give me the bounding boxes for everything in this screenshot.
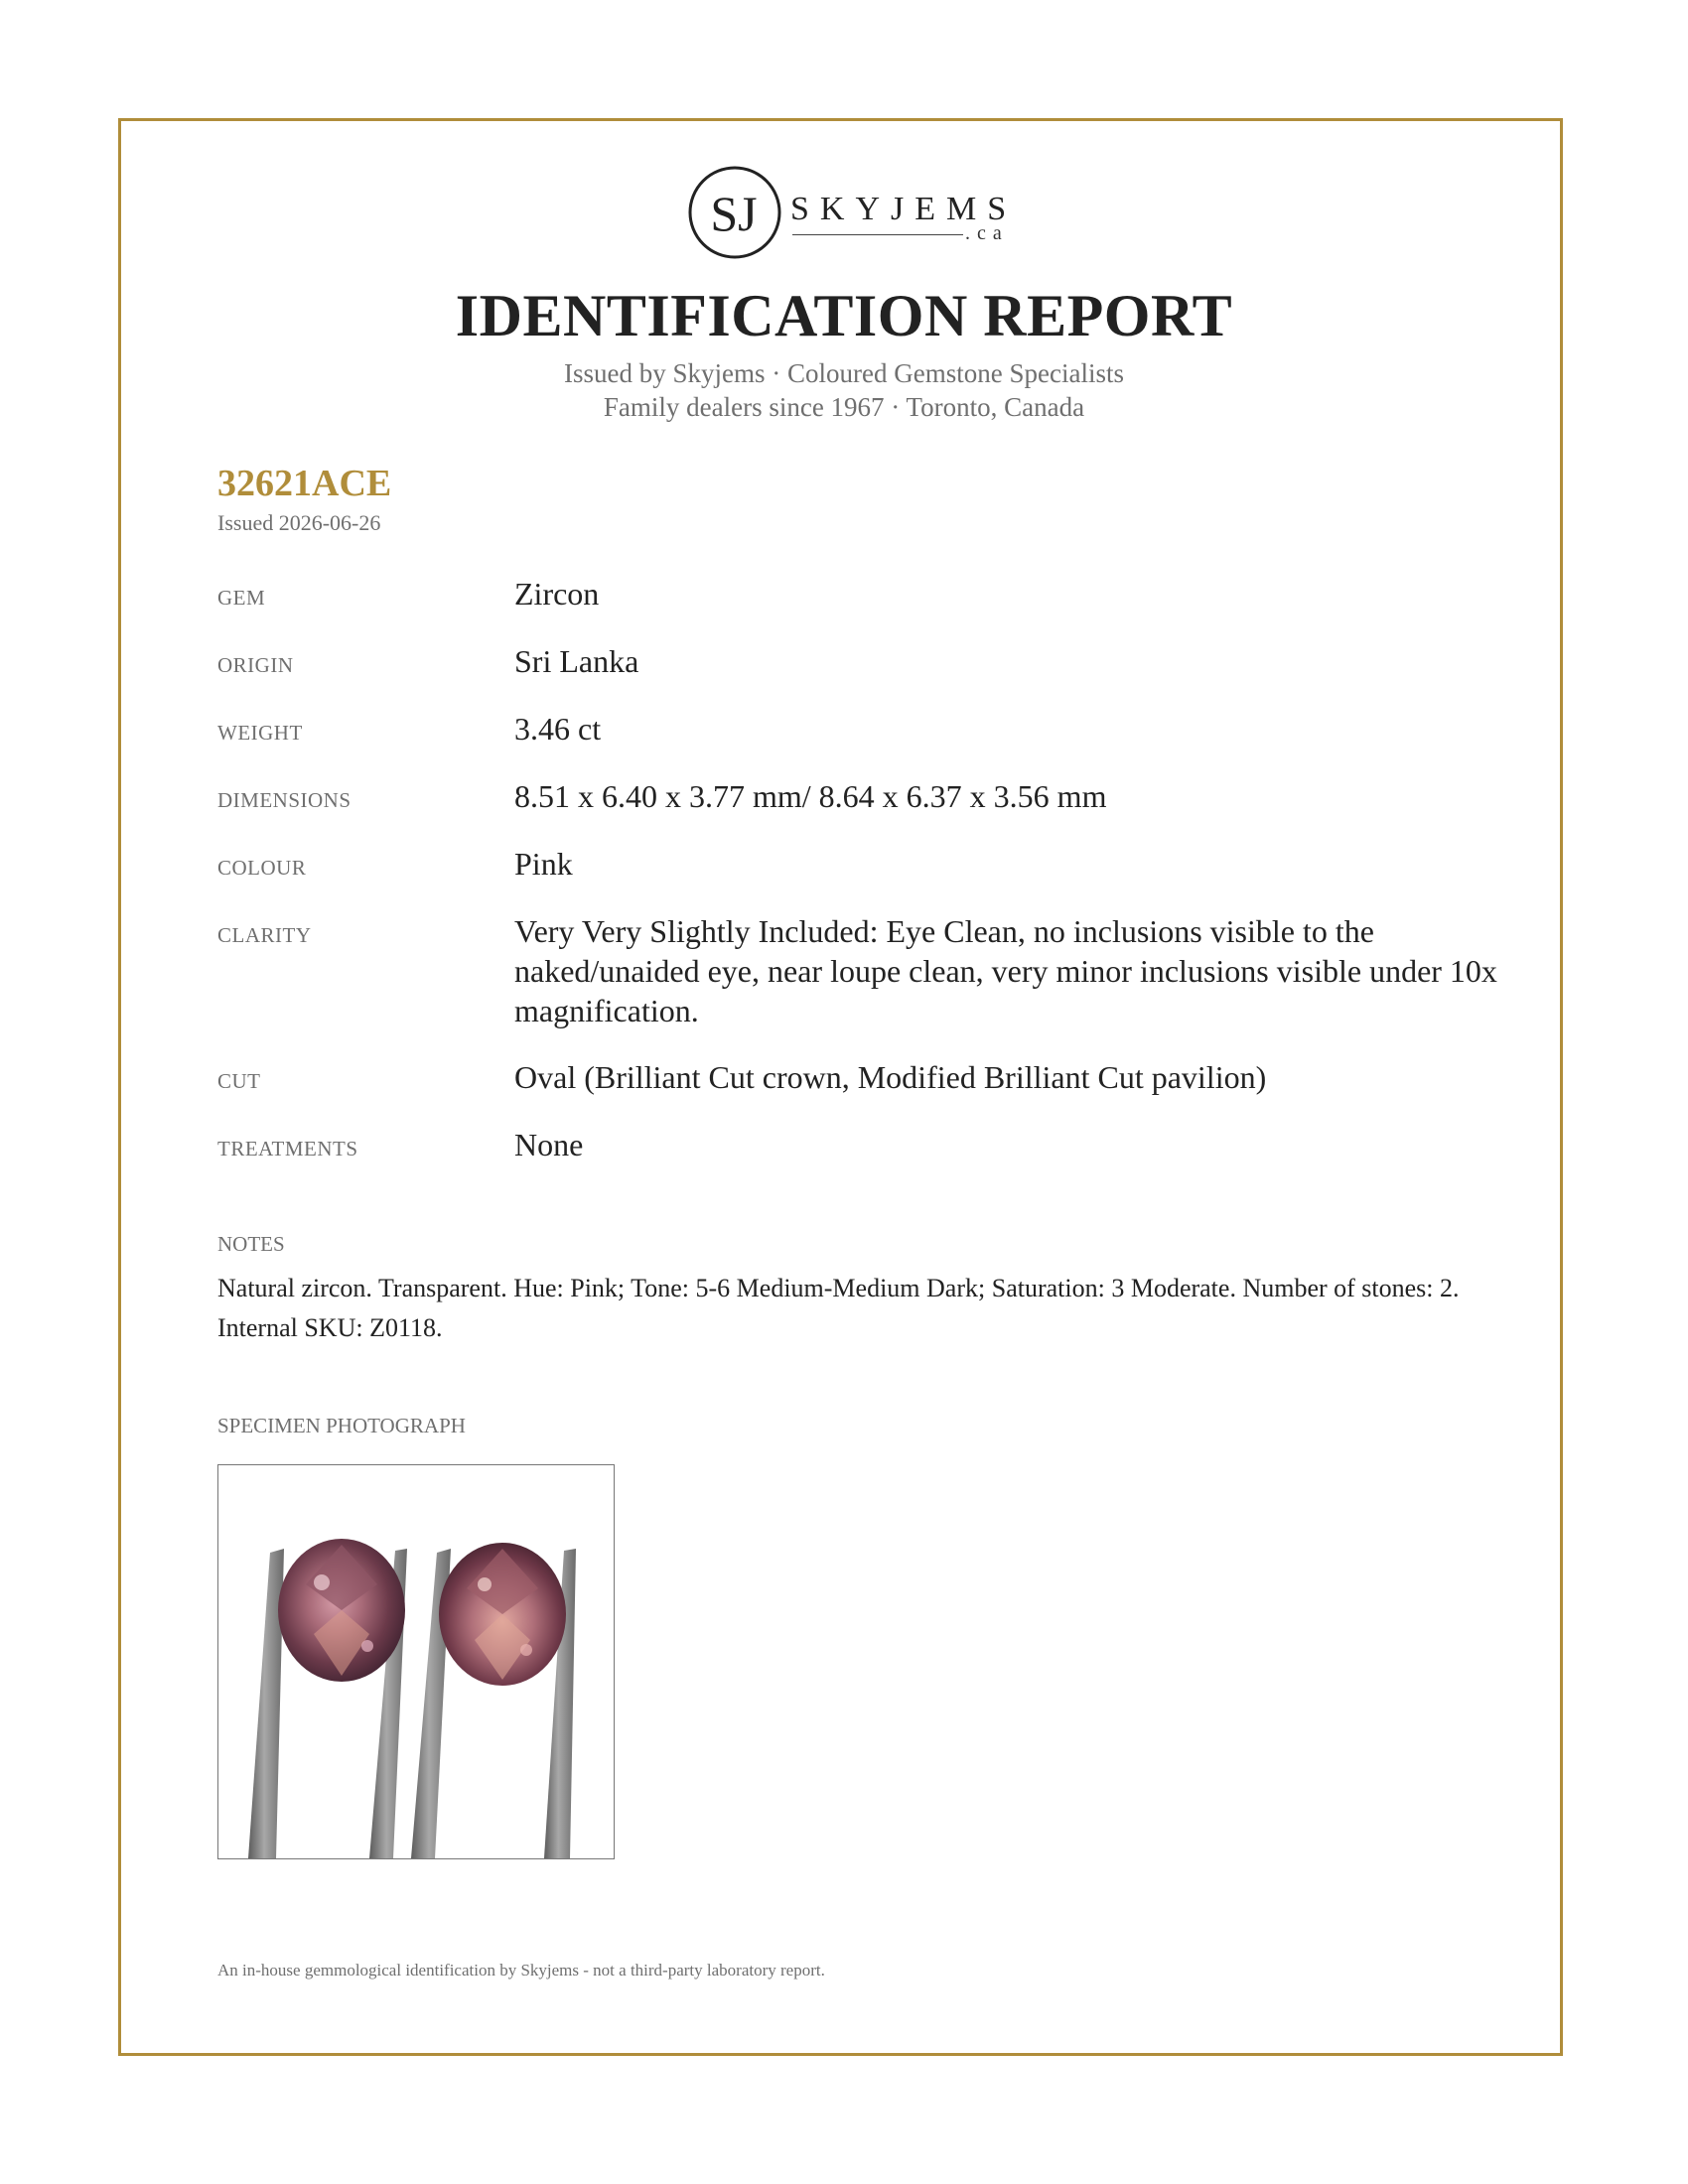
dimensions-value: 8.51 x 6.40 x 3.77 mm/ 8.64 x 6.37 x 3.56 mm [514, 778, 1107, 814]
report-subtitle-line1: Issued by Skyjems · Coloured Gemstone Specialists [564, 358, 1124, 388]
colour-label: COLOUR [217, 856, 307, 880]
brand-logo [687, 165, 1018, 264]
specimen-illustration [218, 1465, 614, 1858]
issue-date: Issued 2026-06-26 [217, 510, 381, 535]
brand-suffix: .ca [965, 222, 1009, 244]
origin-label: ORIGIN [217, 653, 294, 677]
monogram-text: SJ [710, 186, 758, 241]
gemstone-right [439, 1543, 566, 1686]
notes-label: NOTES [217, 1232, 285, 1256]
clarity-label: CLARITY [217, 923, 312, 947]
brand-divider [792, 234, 963, 235]
report-subtitle-line2: Family dealers since 1967 · Toronto, Canada [603, 392, 1085, 422]
notes-text: Natural zircon. Transparent. Hue: Pink; Tone: 5-6 Medium-Medium Dark; Saturation: 3 Moderate. Number of stones: 2. Internal SKU: Z0118. [217, 1274, 1460, 1342]
specimen-photo-label: SPECIMEN PHOTOGRAPH [217, 1414, 466, 1437]
sj-monogram-icon [687, 165, 782, 260]
specimen-photo [217, 1464, 615, 1859]
dimensions-label: DIMENSIONS [217, 788, 352, 812]
brand-name: SKYJEMS [790, 191, 1018, 227]
gem-value: Zircon [514, 576, 600, 612]
weight-label: WEIGHT [217, 721, 303, 745]
treatments-value: None [514, 1127, 584, 1162]
disclaimer-footer: An in-house gemmological identification by Skyjems - not a third-party laboratory report. [217, 1961, 825, 1979]
treatments-label: TREATMENTS [217, 1137, 358, 1160]
weight-value: 3.46 ct [514, 711, 602, 747]
cut-value: Oval (Brilliant Cut crown, Modified Brilliant Cut pavilion) [514, 1059, 1267, 1095]
report-number: 32621ACE [217, 463, 392, 504]
colour-value: Pink [514, 846, 573, 882]
clarity-value: Very Very Slightly Included: Eye Clean, no inclusions visible to the naked/unaided eye, near loupe clean, very minor inclusions visible under 10x magnification. [514, 913, 1497, 1028]
cut-label: CUT [217, 1069, 261, 1093]
gem-label: GEM [217, 586, 266, 610]
report-title: IDENTIFICATION REPORT [455, 283, 1233, 348]
gemstone-left [278, 1539, 405, 1682]
origin-value: Sri Lanka [514, 643, 639, 679]
